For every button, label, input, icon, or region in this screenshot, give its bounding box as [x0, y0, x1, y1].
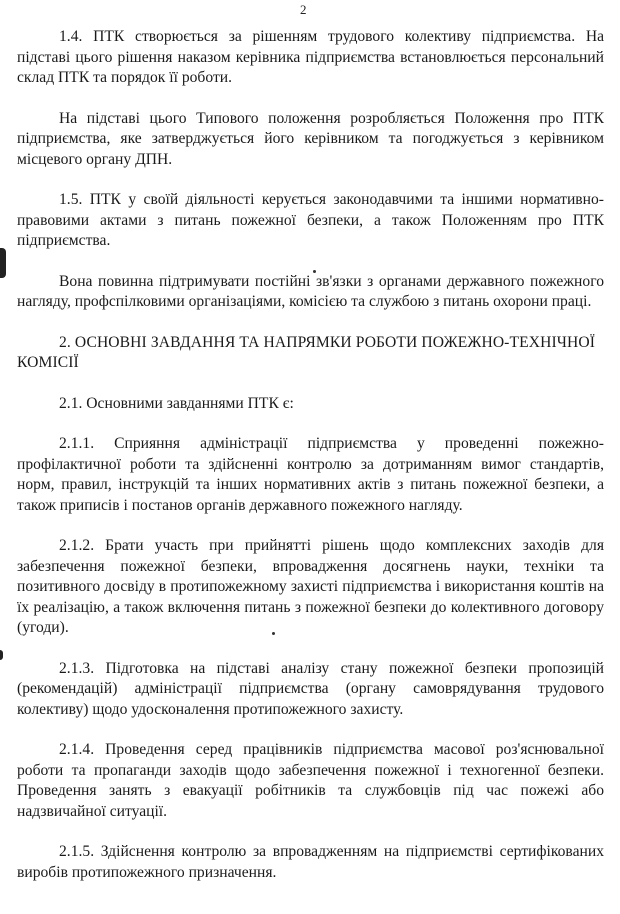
scan-edge-mark: [0, 650, 3, 660]
paragraph-1-4: 1.4. ПТК створюється за рішенням трудового колективу підприємства. На підставі цього рішення наказом керівника підприємства встановлюється персональний склад ПТК та порядок її роботи.: [17, 28, 604, 86]
page-number: 2: [300, 2, 307, 17]
paragraph-1-5-b: Вона повинна підтримувати постійні зв'язки з органами державного пожежного нагляду, профспілковими організаціями, комісією та службою з питань охорони праці.: [17, 272, 604, 310]
paragraph-1-4-b: На підставі цього Типового положення розробляється Положення про ПТК підприємства, яке затверджується його керівником та погоджується з керівником місцевого органу ДПН.: [17, 109, 604, 168]
paragraph-2-1: 2.1. Основними завданнями ПТК є:: [59, 394, 294, 412]
document-body: [17, 27, 604, 883]
paragraph-2-1-4: 2.1.4. Проведення серед працівників підприємства масової роз'яснювальної роботи та пропаганди заходів щодо забезпечення пожежної і техногенної безпеки. Проведення занять з евакуації робітників та службовців під час пожежі або надзвичайної ситуації.: [17, 741, 604, 820]
paragraph-1-5: 1.5. ПТК у своїй діяльності керується законодавчими та іншими нормативно-правовими актами з питань пожежної безпеки, а також Положенням про ПТК підприємства.: [17, 191, 604, 249]
section-heading-2: 2. ОСНОВНІ ЗАВДАННЯ ТА НАПРЯМКИ РОБОТИ ПОЖЕЖНО-ТЕХНІЧНОЇ КОМІСІЇ: [17, 333, 595, 371]
paragraph-2-1-2: 2.1.2. Брати участь при прийнятті рішень щодо комплексних заходів для забезпечення пожежної безпеки, впровадження досягнень науки, техніки та позитивного досвіду в протипожежному захисті підприємства і використання коштів на їх реалізацію, а також включення питань з пожежної безпеки до колективного договору (угоди).: [17, 537, 604, 636]
paragraph-2-1-1: 2.1.1. Сприяння адміністрації підприємства у проведенні пожежно-профілактичної роботи та здійсненні контролю за дотриманням вимог стандартів, норм, правил, інструкцій та інших нормативних актів з питань пожежної безпеки, а також приписів і постанов органів державного пожежного нагляду.: [17, 435, 604, 514]
paragraph-2-1-5: 2.1.5. Здійснення контролю за впровадженням на підприємстві сертифікованих виробів протипожежного призначення.: [17, 843, 604, 881]
paragraph-2-1-3: 2.1.3. Підготовка на підставі аналізу стану пожежної безпеки пропозицій (рекомендацій) адміністрації підприємства (органу самоврядування трудового колективу) щодо удосконалення протипожежного захисту.: [17, 659, 604, 718]
scan-edge-mark: [0, 248, 6, 278]
